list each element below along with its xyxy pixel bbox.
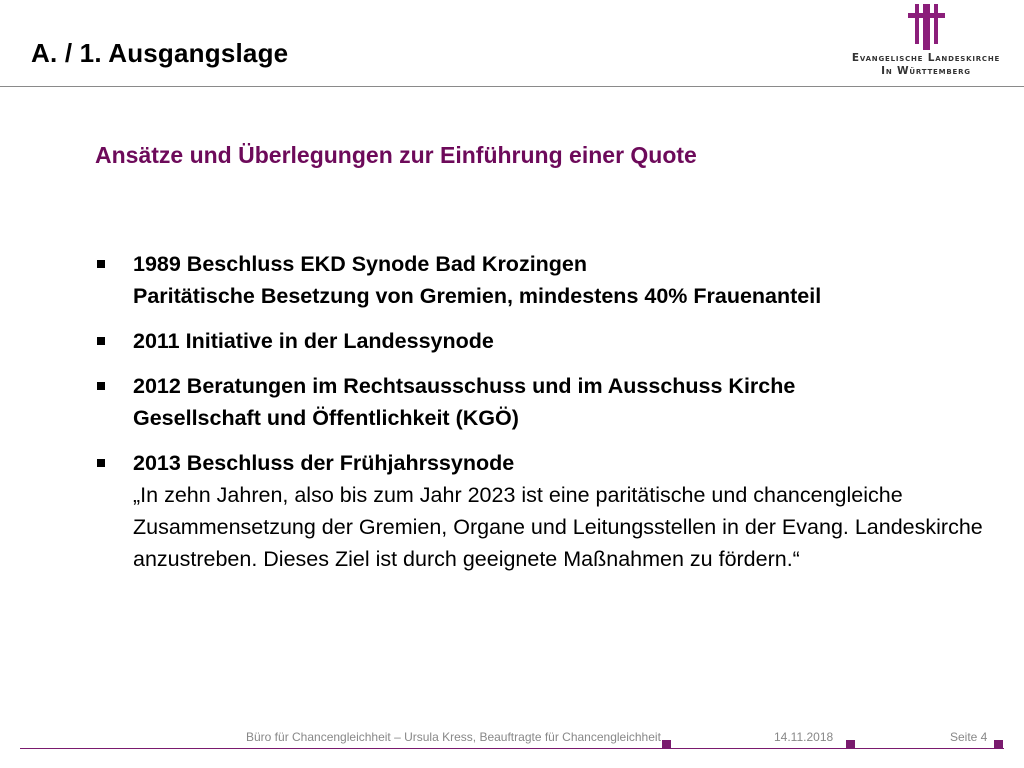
bullet-item (95, 447, 995, 575)
bullet-list (95, 248, 995, 588)
church-logo (846, 4, 1006, 80)
bullet-detail: Paritätische Besetzung von Gremien, mindestens 40% Frauenanteil (133, 284, 822, 308)
bullet-square-icon (97, 382, 105, 390)
bullet-heading: 2011 Initiative in der Landessynode (133, 329, 494, 353)
bullet-square-icon (97, 337, 105, 345)
bullet-heading: 2012 Beratungen im Rechtsausschuss und im Ausschuss Kirche (133, 374, 796, 398)
subtitle: Ansätze und Überlegungen zur Einführung einer Quote (95, 142, 697, 168)
bullet-quote: „In zehn Jahren, also bis zum Jahr 2023 ist eine paritätische und chancengleiche Zusammensetzung der Gremien, Organe und Leitungsstellen in der Evang. Landeskirche anzustreben. Dieses Ziel ist durch geeignete Maßnahmen zu fördern.“ (133, 483, 983, 571)
bullet-heading: 1989 Beschluss EKD Synode Bad Krozingen (133, 252, 588, 276)
bullet-square-icon (97, 260, 105, 268)
footer-rule (20, 748, 1004, 749)
bullet-item (95, 370, 995, 434)
footer-text-left: Büro für Chancengleichheit – Ursula Kress, Beauftragte für Chancengleichheit (246, 730, 661, 744)
bullet-square-icon (97, 459, 105, 467)
footer-page-number: Seite 4 (950, 730, 988, 744)
logo-line-2: In Württemberg (881, 65, 971, 77)
footer-date: 14.11.2018 (774, 730, 834, 744)
header-rule (0, 86, 1024, 87)
bullet-detail: Gesellschaft und Öffentlichkeit (KGÖ) (133, 406, 519, 430)
bullet-item (95, 325, 995, 357)
cross-icon (902, 4, 950, 50)
logo-line-1: Evangelische Landeskirche (851, 52, 1001, 64)
bullet-heading: 2013 Beschluss der Frühjahrssynode (133, 451, 515, 475)
slide-title: A. / 1. Ausgangslage (31, 38, 289, 68)
bullet-item (95, 248, 995, 312)
